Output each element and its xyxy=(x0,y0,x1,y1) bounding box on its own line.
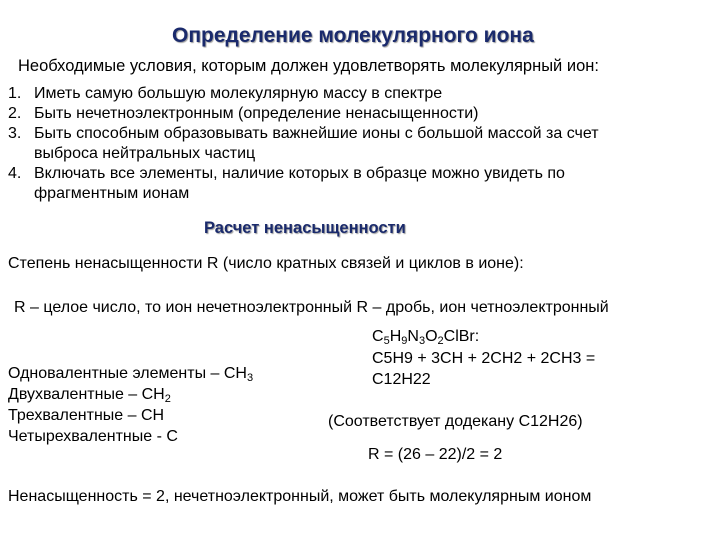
condition-line: Включать все элементы, наличие которых в образце можно увидеть по xyxy=(34,165,565,182)
section-subtitle: Расчет ненасыщенности xyxy=(204,219,406,237)
condition-line: Быть способным образовывать важнейшие ионы с большой массой за счет xyxy=(34,125,599,142)
condition-item xyxy=(8,104,708,124)
condition-line: фрагментным ионам xyxy=(34,185,190,202)
formula-result: C12H22 xyxy=(372,371,431,388)
formula-equation: C5H9 + 3CH + 2CH2 + 2CH3 = xyxy=(372,350,596,367)
valence-divalent: Двухвалентные – $CH_2$ xyxy=(8,386,171,405)
condition-line: выброса нейтральных частиц xyxy=(34,145,256,162)
conclusion-text: Ненасыщенность = 2, нечетноэлектронный, может быть молекулярным ионом xyxy=(8,488,592,505)
condition-line: Быть нечетноэлектронным (определение ненасыщенности) xyxy=(34,105,479,122)
valence-list xyxy=(8,363,253,447)
page-title: Определение молекулярного иона xyxy=(172,24,534,47)
valence-monovalent: Одновалентные элементы – $CH_3$ xyxy=(8,365,254,384)
condition-item xyxy=(8,124,708,164)
rule-text: R – целое число, то ион нечетноэлектронный R – дробь, ион четноэлектронный xyxy=(14,299,609,316)
condition-line: Иметь самую большую молекулярную массу в спектре xyxy=(34,85,443,102)
condition-number: 2. xyxy=(8,105,22,122)
conditions-list xyxy=(8,84,708,204)
condition-number: 1. xyxy=(8,85,22,102)
condition-number: 4. xyxy=(8,165,22,182)
correspondence-note: (Соответствует додекану C12H26) xyxy=(328,413,583,430)
condition-item xyxy=(8,84,708,104)
degree-text: Степень ненасыщенности R (число кратных связей и циклов в ионе): xyxy=(8,255,524,272)
conditions-intro: Необходимые условия, которым должен удовлетворять молекулярный ион: xyxy=(18,57,599,75)
valence-trivalent: Трехвалентные – CH xyxy=(8,407,165,424)
unsaturation-calc: R = (26 – 22)/2 = 2 xyxy=(368,446,503,463)
molecular-formula: $C_5H_9N_3O_2ClBr$: xyxy=(372,328,480,347)
valence-tetravalent: Четырехвалентные - C xyxy=(8,428,178,445)
condition-number: 3. xyxy=(8,125,22,142)
condition-item xyxy=(8,164,708,204)
